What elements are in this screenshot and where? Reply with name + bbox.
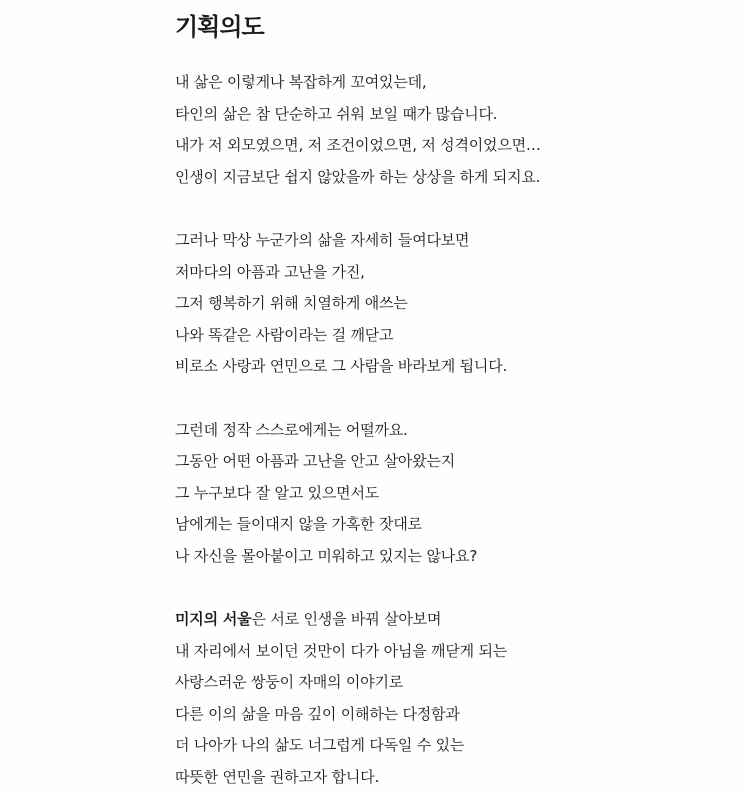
text-line-rest: 은 서로 인생을 바꿔 살아보며 bbox=[251, 610, 442, 628]
paragraph-list bbox=[175, 67, 595, 791]
text-line: 그저 행복하기 위해 치열하게 애쓰는 bbox=[175, 294, 408, 312]
text-line: 내 자리에서 보이던 것만이 다가 아님을 깨닫게 되는 bbox=[175, 641, 508, 660]
document-body bbox=[175, 10, 595, 791]
text-line: 비로소 사랑과 연민으로 그 사람을 바라보게 됩니다. bbox=[175, 357, 508, 375]
text-line: 타인의 삶은 참 단순하고 쉬워 보일 때가 많습니다. bbox=[175, 104, 498, 123]
text-line: 따뜻한 연민을 권하고자 합니다. bbox=[175, 767, 380, 786]
text-line: 인생이 지금보단 쉽지 않았을까 하는 상상을 하게 되지요. bbox=[175, 167, 541, 186]
text-line: 그러나 막상 누군가의 삶을 자세히 들여다보면 bbox=[175, 231, 470, 249]
text-line: 사랑스러운 쌍둥이 자매의 이야기로 bbox=[175, 673, 404, 691]
text-line: 더 나아가 나의 삶도 너그럽게 다독일 수 있는 bbox=[175, 736, 465, 754]
paragraph-2 bbox=[175, 225, 595, 383]
text-line-with-emphasis bbox=[175, 604, 595, 636]
paragraph-4 bbox=[175, 604, 595, 791]
paragraph-3 bbox=[175, 415, 595, 573]
text-line: 저마다의 아픔과 고난을 가진, bbox=[175, 262, 365, 281]
text-line: 그런데 정작 스스로에게는 어떨까요. bbox=[175, 420, 408, 439]
text-line: 다른 이의 삶을 마음 깊이 이해하는 다정함과 bbox=[175, 704, 460, 723]
text-line: 남에게는 들이대지 않을 가혹한 잣대로 bbox=[175, 515, 422, 533]
text-line: 내가 저 외모였으면, 저 조건이었으면, 저 성격이었으면… bbox=[175, 136, 541, 154]
text-line: 내 삶은 이렇게나 복잡하게 꼬여있는데, bbox=[175, 73, 427, 91]
text-line: 나와 똑같은 사람이라는 걸 깨닫고 bbox=[175, 325, 394, 344]
drama-title-emphasis: 미지의 서울 bbox=[175, 610, 252, 628]
page-title: 기획의도 bbox=[175, 13, 264, 41]
text-line: 그 누구보다 잘 알고 있으면서도 bbox=[175, 483, 380, 502]
text-line: 나 자신을 몰아붙이고 미워하고 있지는 않나요? bbox=[175, 546, 478, 565]
paragraph-1 bbox=[175, 67, 595, 193]
text-line: 그동안 어떤 아픔과 고난을 안고 살아왔는지 bbox=[175, 452, 456, 470]
